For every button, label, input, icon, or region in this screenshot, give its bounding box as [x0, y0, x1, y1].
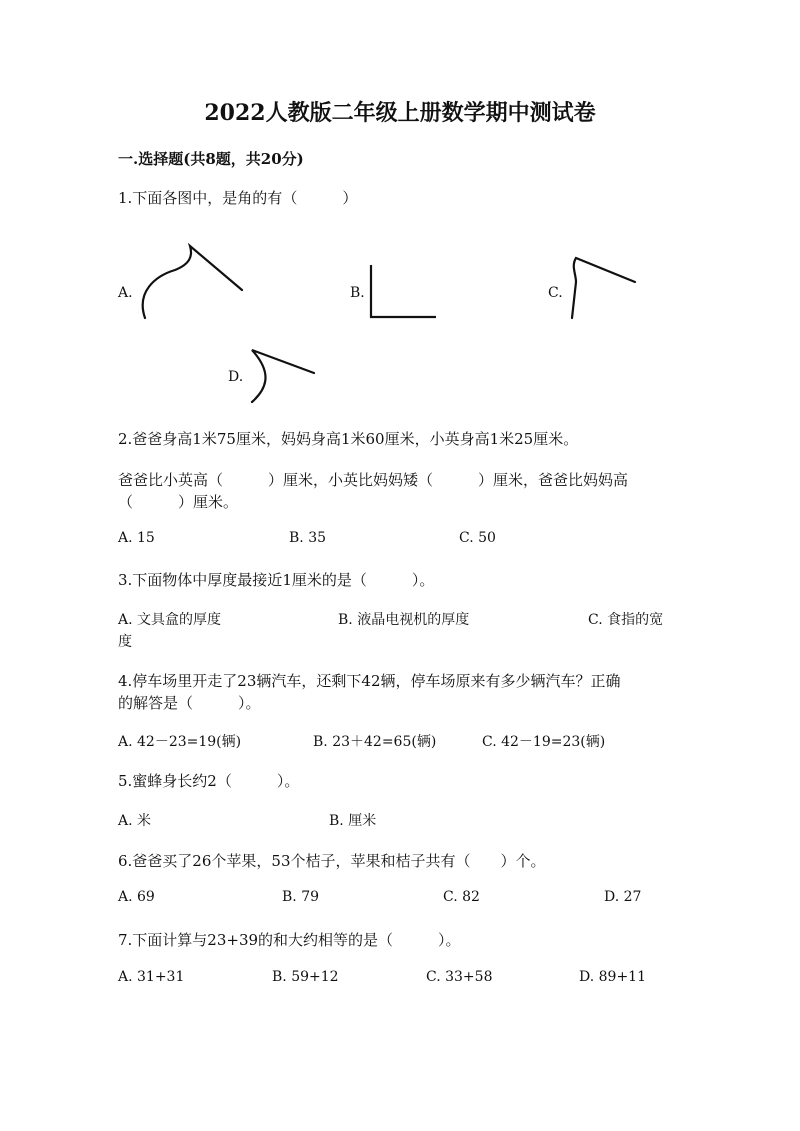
q7-option-a: A. 31+31 — [118, 969, 185, 985]
question-1-stem: 1.下面各图中，是角的有（ ） — [118, 189, 358, 207]
q2-option-a: A. 15 — [118, 530, 155, 546]
question-2-stem: 2.爸爸身高1米75厘米，妈妈身高1米60厘米，小英身高1米25厘米。 — [118, 430, 579, 448]
figure-a-curve — [143, 246, 242, 318]
question-4-stem: 4.停车场里开走了23辆汽车，还剩下42辆，停车场原来有多少辆汽车？正确 — [118, 672, 621, 690]
q1-option-c-label: C. — [548, 285, 563, 301]
q3-option-c: C. 食指的宽 — [588, 612, 664, 628]
question-4-line2: 的解答是（ ）。 — [118, 694, 261, 712]
q1-option-d-label: D. — [228, 369, 244, 385]
q4-option-c: C. 42－19=23(辆) — [482, 734, 606, 750]
question-2-line3: （ ）厘米。 — [118, 493, 239, 511]
figure-d-curve — [252, 350, 314, 402]
q1-option-b-label: B. — [350, 285, 365, 301]
q7-option-d: D. 89+11 — [579, 969, 646, 985]
q5-option-a: A. 米 — [118, 813, 152, 829]
figure-c-angle — [572, 258, 635, 318]
q4-option-a: A. 42－23=19(辆) — [118, 734, 242, 750]
question-2-line2: 爸爸比小英高（ ）厘米，小英比妈妈矮（ ）厘米，爸爸比妈妈高 — [118, 471, 629, 489]
q4-option-b: B. 23＋42=65(辆) — [313, 734, 437, 750]
page-title: 2022人教版二年级上册数学期中测试卷 — [204, 100, 596, 126]
q3-option-b: B. 液晶电视机的厚度 — [338, 612, 470, 628]
q6-option-a: A. 69 — [118, 889, 155, 905]
question-3-stem: 3.下面物体中厚度最接近1厘米的是（ ）。 — [118, 571, 435, 589]
q7-option-c: C. 33+58 — [426, 969, 493, 985]
q3-option-c-wrap: 度 — [118, 634, 132, 650]
question-6-stem: 6.爸爸买了26个苹果，53个桔子，苹果和桔子共有（ ）个。 — [118, 852, 546, 870]
q2-option-b: B. 35 — [289, 530, 327, 546]
question-5-stem: 5.蜜蜂身长约2（ ）。 — [118, 772, 300, 790]
q1-option-a-label: A. — [118, 285, 133, 301]
q7-option-b: B. 59+12 — [272, 969, 339, 985]
question-7-stem: 7.下面计算与23+39的和大约相等的是（ ）。 — [118, 931, 461, 949]
figure-b-angle — [371, 265, 436, 317]
q6-option-d: D. 27 — [604, 889, 642, 905]
q6-option-b: B. 79 — [282, 889, 320, 905]
q6-option-c: C. 82 — [443, 889, 480, 905]
section-heading: 一.选择题(共8题，共20分) — [118, 150, 304, 168]
q3-option-a: A. 文具盒的厚度 — [118, 612, 222, 628]
q5-option-b: B. 厘米 — [329, 813, 377, 829]
q2-option-c: C. 50 — [459, 530, 496, 546]
